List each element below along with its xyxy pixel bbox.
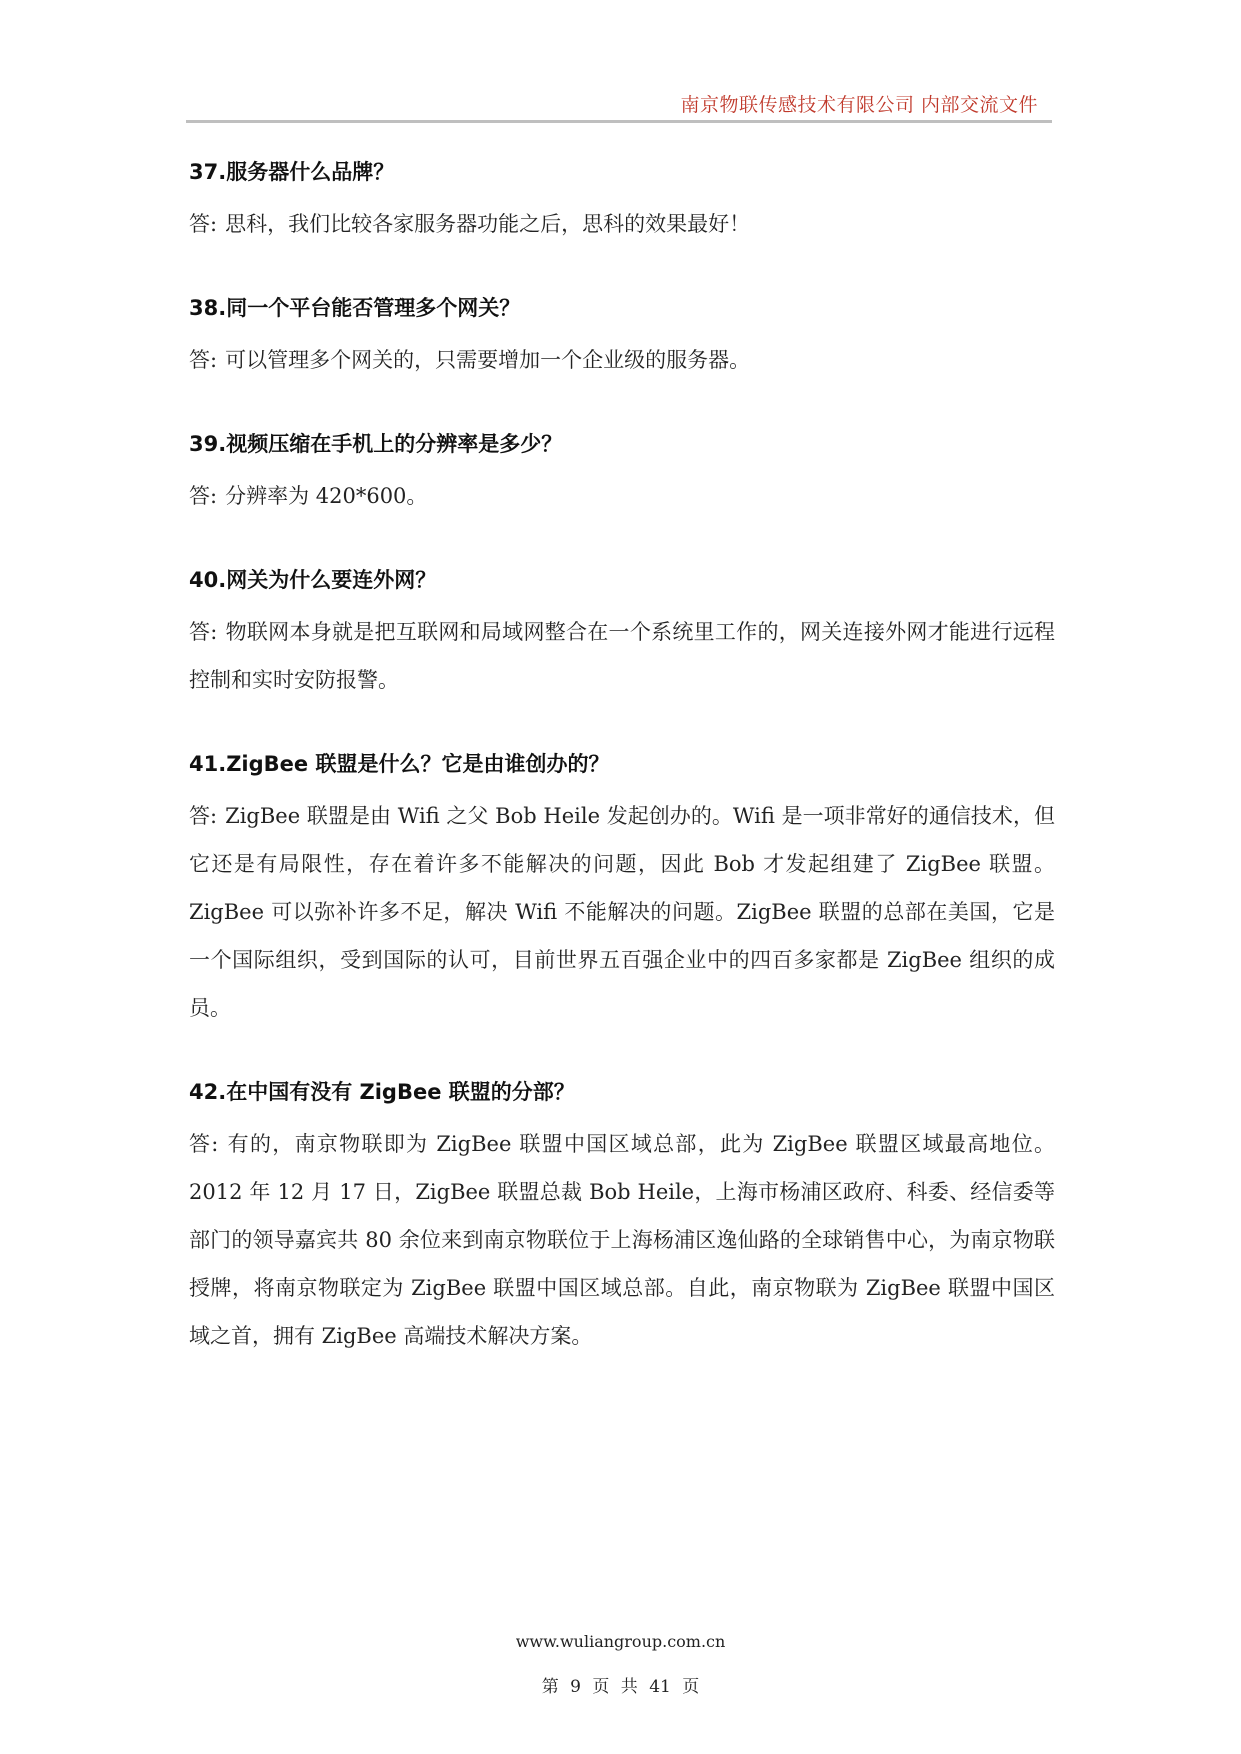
answer-prefix: 答: bbox=[189, 348, 218, 372]
footer-url: www.wuliangroup.com.cn bbox=[515, 1632, 726, 1651]
page-header bbox=[186, 86, 1052, 123]
question-39: 39.视频压缩在手机上的分辨率是多少？ bbox=[189, 432, 563, 456]
answer-42 bbox=[189, 1120, 1055, 1360]
question-38: 38.同一个平台能否管理多个网关？ bbox=[189, 296, 521, 320]
qa-item-37 bbox=[189, 158, 1055, 248]
qa-item-42 bbox=[189, 1078, 1055, 1360]
page-number: 第 9 页 共 41 页 bbox=[541, 1677, 700, 1697]
answer-prefix: 答: bbox=[189, 620, 218, 644]
answer-41 bbox=[189, 792, 1055, 1032]
question-37: 37.服务器什么品牌？ bbox=[189, 160, 395, 184]
answer-text: 可以管理多个网关的，只需要增加一个企业级的服务器。 bbox=[225, 348, 751, 372]
answer-prefix: 答: bbox=[189, 484, 218, 508]
answer-prefix: 答: bbox=[189, 1132, 219, 1156]
answer-text: 有的，南京物联即为 ZigBee 联盟中国区域总部，此为 ZigBee 联盟区域最高地位。2012 年 12 月 17 日，ZigBee 联盟总裁 Bob Heile，上海市杨浦区政府、科委、经信委等部门的领导嘉宾共 80 余位来到南京物联位于上海杨浦区逸仙路的全球销售中心，为南京物联授牌，将南京物联定为 ZigBee 联盟中国区域总部。自此，南京物联为 ZigBee 联盟中国区域之首，拥有 ZigBee 高端技术解决方案。 bbox=[189, 1132, 1055, 1348]
answer-prefix: 答: bbox=[189, 212, 218, 236]
qa-item-38 bbox=[189, 294, 1055, 384]
header-title: 南京物联传感技术有限公司 内部交流文件 bbox=[680, 94, 1038, 116]
answer-text: ZigBee 联盟是由 Wifi 之父 Bob Heile 发起创办的。Wifi 是一项非常好的通信技术，但它还是有局限性，存在着许多不能解决的问题，因此 Bob 才发起组建了 ZigBee 联盟。ZigBee 可以弥补许多不足，解决 Wifi 不能解决的问题。ZigBee 联盟的总部在美国，它是一个国际组织，受到国际的认可，目前世界五百强企业中的四百多家都是 ZigBee 组织的成员。 bbox=[189, 804, 1056, 1020]
answer-text: 分辨率为 420*600。 bbox=[225, 484, 428, 508]
qa-item-41 bbox=[189, 750, 1055, 1032]
question-40: 40.网关为什么要连外网？ bbox=[189, 568, 437, 592]
answer-prefix: 答: bbox=[189, 804, 218, 828]
question-42: 42.在中国有没有 ZigBee 联盟的分部？ bbox=[189, 1080, 575, 1104]
answer-38 bbox=[189, 336, 1055, 384]
qa-content bbox=[189, 158, 1055, 1406]
answer-39 bbox=[189, 472, 1055, 520]
answer-37 bbox=[189, 200, 1055, 248]
answer-text: 物联网本身就是把互联网和局域网整合在一个系统里工作的，网关连接外网才能进行远程控制和实时安防报警。 bbox=[189, 620, 1056, 692]
answer-40 bbox=[189, 608, 1055, 704]
answer-text: 思科，我们比较各家服务器功能之后，思科的效果最好！ bbox=[225, 212, 751, 236]
qa-item-39 bbox=[189, 430, 1055, 520]
qa-item-40 bbox=[189, 566, 1055, 704]
question-41: 41.ZigBee 联盟是什么？它是由谁创办的？ bbox=[189, 752, 610, 776]
